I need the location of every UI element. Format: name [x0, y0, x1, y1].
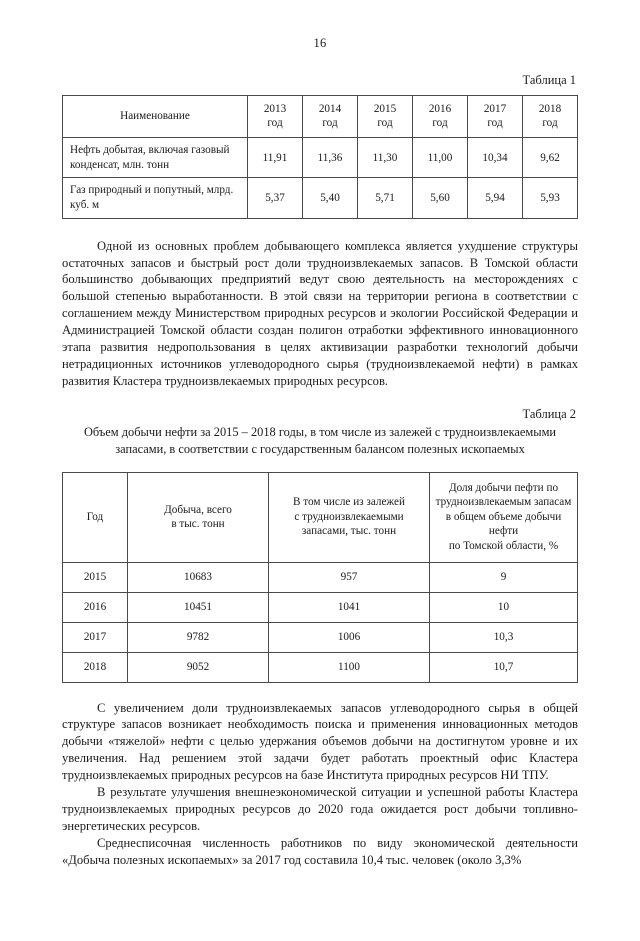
year-unit: год	[487, 116, 503, 129]
table1-cell-oil-2018: 9,62	[523, 138, 578, 178]
paragraph-innovative-methods: С увеличением доли трудноизвлекаемых запасов углеводородного сырья в общей структуре запасов возникает необходимость поиска и применения инновационных методов добычи «тяжелой» нефти с целью удержания объемов добычи на достигнутом уровне и их увеличения. Над решением этой задачи будет работать проектный офис Кластера трудноизвлекаемых природных ресурсов на базе Института природных ресурсов НИ ТПУ.	[62, 700, 578, 783]
table1-header-year-2015	[358, 96, 413, 138]
table2-cell-share-2018: 10,7	[430, 652, 578, 682]
table2-cell-share-2015: 9	[430, 562, 578, 592]
table1-header-year-2018	[523, 96, 578, 138]
table1-header-year-2017	[468, 96, 523, 138]
table2-cell-total-2018: 9052	[128, 652, 269, 682]
table1-cell-gas-2015: 5,71	[358, 178, 413, 218]
table1-header-year-2013	[248, 96, 303, 138]
year-value: 2015	[373, 103, 397, 115]
year-value: 2017	[483, 103, 507, 115]
oil-production-hard-reserves-table	[62, 472, 578, 683]
year-unit: год	[322, 116, 338, 129]
table1-cell-gas-2014: 5,40	[303, 178, 358, 218]
page-number: 16	[313, 36, 327, 50]
table1-row-label-gas: Газ природный и попутный, млрд. куб. м	[63, 178, 248, 218]
table-row	[63, 652, 578, 682]
table1-cell-oil-2017: 10,34	[468, 138, 523, 178]
year-unit: год	[432, 116, 448, 129]
table2-cell-year-2018: 2018	[63, 652, 128, 682]
table2-cell-total-2015: 10683	[128, 562, 269, 592]
table1-section	[0, 73, 640, 422]
table2-title: Объем добычи нефти за 2015 – 2018 годы, в том числе из залежей с трудноизвлекаемыми запасами, в соответствии с государственным балансом полезных ископаемых	[83, 425, 557, 456]
year-value: 2013	[263, 103, 287, 115]
table2-cell-share-2016: 10	[430, 592, 578, 622]
table1-cell-gas-2017: 5,94	[468, 178, 523, 218]
table1-header-year-2016	[413, 96, 468, 138]
table1-cell-gas-2018: 5,93	[523, 178, 578, 218]
year-value: 2016	[428, 103, 452, 115]
table1-cell-oil-2014: 11,36	[303, 138, 358, 178]
table1-header-row	[63, 96, 578, 138]
table2-cell-share-2017: 10,3	[430, 622, 578, 652]
table2-cell-total-2016: 10451	[128, 592, 269, 622]
table2-header-total: Добыча, всего в тыс. тонн	[128, 472, 269, 562]
year-unit: год	[267, 116, 283, 129]
document-page	[0, 36, 640, 941]
table2-header-year: Год	[63, 472, 128, 562]
table2-cell-hard-2017: 1006	[269, 622, 430, 652]
table1-cell-oil-2015: 11,30	[358, 138, 413, 178]
production-volumes-table	[62, 95, 578, 219]
table2-cell-total-2017: 9782	[128, 622, 269, 652]
paragraph-workforce: Среднесписочная численность работников по виду экономической деятельности «Добыча полезных ископаемых» за 2017 год составила 10,4 тыс. человек (около 3,3%	[62, 836, 578, 867]
table-row	[63, 178, 578, 218]
paragraph-cluster-growth: В результате улучшения внешнеэкономической ситуации и успешной работы Кластера трудноизвлекаемых природных ресурсов до 2020 года ожидается рост добычи топливно-энергетических ресурсов.	[62, 785, 578, 834]
table1-cell-oil-2016: 11,00	[413, 138, 468, 178]
table1-header-name: Наименование	[63, 96, 248, 138]
table-row	[63, 622, 578, 652]
year-unit: год	[377, 116, 393, 129]
year-value: 2018	[538, 103, 562, 115]
table2-header-hard: В том числе из залежей с трудноизвлекаемыми запасами, тыс. тонн	[269, 472, 430, 562]
table1-cell-gas-2016: 5,60	[413, 178, 468, 218]
table2-cell-year-2015: 2015	[63, 562, 128, 592]
year-value: 2014	[318, 103, 342, 115]
table2-cell-hard-2015: 957	[269, 562, 430, 592]
table2-cell-year-2017: 2017	[63, 622, 128, 652]
table1-cell-gas-2013: 5,37	[248, 178, 303, 218]
table2-header-row	[63, 472, 578, 562]
table1-header-year-2014	[303, 96, 358, 138]
table1-row-label-oil: Нефть добытая, включая газовый конденсат, млн. тонн	[63, 138, 248, 178]
table2-section	[0, 472, 640, 683]
table-row	[63, 138, 578, 178]
table2-cell-year-2016: 2016	[63, 592, 128, 622]
paragraph-extraction-problems: Одной из основных проблем добывающего комплекса является ухудшение структуры остаточных запасов и быстрый рост доли трудноизвлекаемых запасов. В Томской области большинство добывающих предприятий ведут свою деятельность на месторождениях с большой степенью выработанности. В этой связи на территории региона в соответствии с соглашением между Министерством природных ресурсов и экологии Российской Федерации и Администрацией Томской области создан полигон отработки эффективного инновационного этапа развития недропользования в целях активизации разработки технологий добычи нетрадиционных источников углеводородного сырья (трудноизвлекаемой нефти) в рамках развития Кластера трудноизвлекаемых природных ресурсов.	[62, 238, 578, 389]
table2-header-share: Доля добычи пефти по трудноизвлекаемым запасам в общем объеме добычи нефти по Томской области, %	[430, 472, 578, 562]
closing-paragraphs	[0, 700, 640, 869]
table-row	[63, 592, 578, 622]
table2-caption: Таблица 2	[522, 407, 576, 421]
year-unit: год	[542, 116, 558, 129]
table2-cell-hard-2016: 1041	[269, 592, 430, 622]
table1-cell-oil-2013: 11,91	[248, 138, 303, 178]
table-row	[63, 562, 578, 592]
table2-cell-hard-2018: 1100	[269, 652, 430, 682]
table1-caption: Таблица 1	[522, 73, 576, 87]
